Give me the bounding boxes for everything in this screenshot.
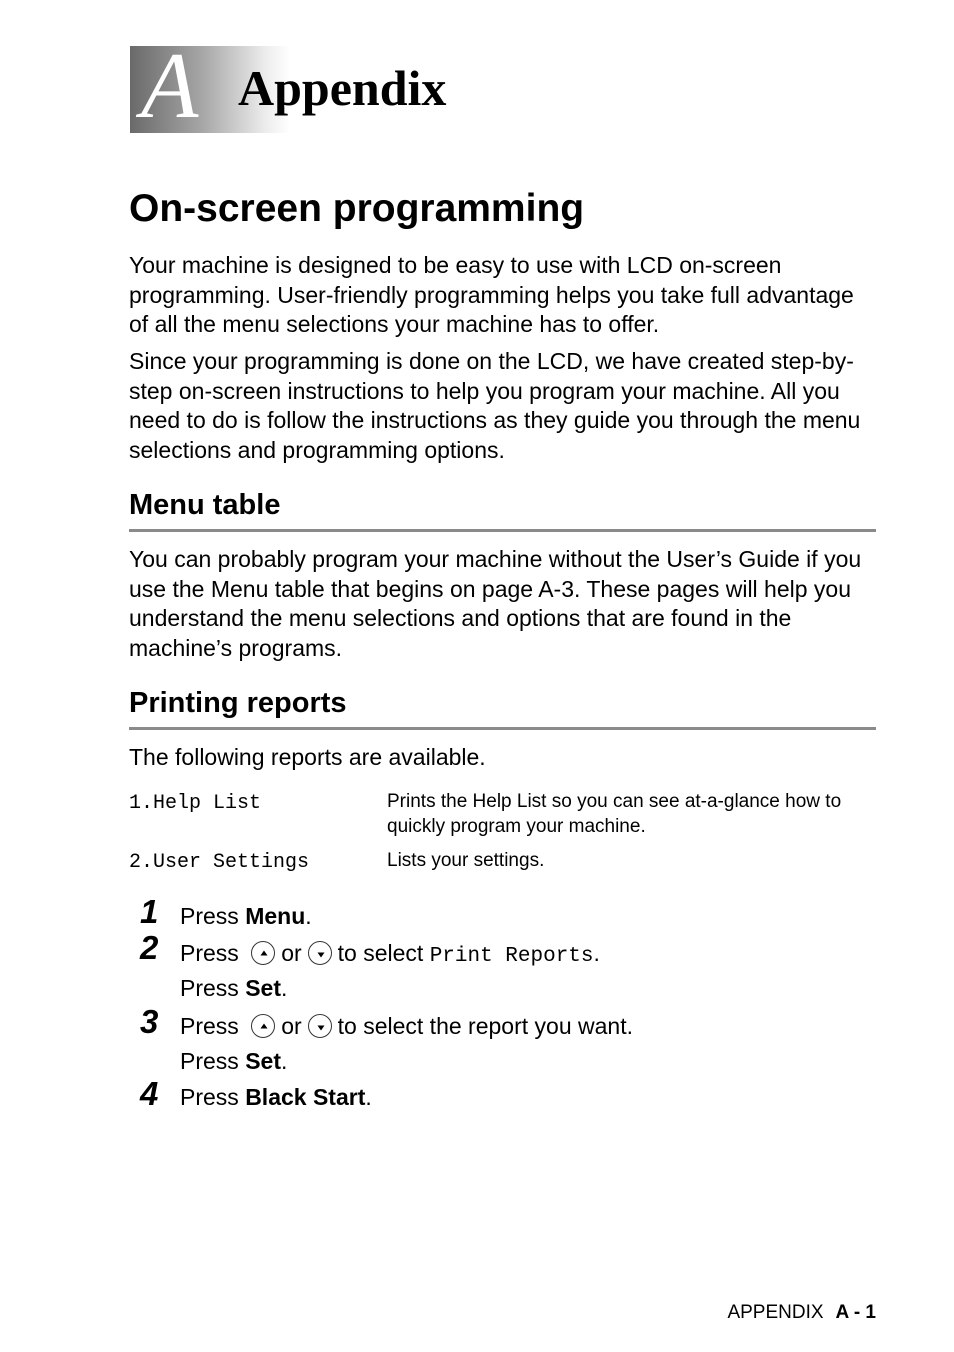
intro-paragraph-1: Your machine is designed to be easy to use with LCD on-screen programming. User-friendly programming helps you take full advantage of all the menu selections your machine has to offer. [129,252,854,337]
up-arrow-button-icon [251,941,275,965]
intro-paragraph-2: Since your programming is done on the LCD, we have created step-by-step on-screen instructions to help you program your machine. All you need to do is follow the instructions as they guide you through the menu selections and programming options. [129,348,861,463]
step-number-4: 4 [140,1075,159,1112]
chapter-letter: A [141,34,199,138]
step-number-3: 3 [140,1003,159,1040]
menu-table-text: You can probably program your machine without the User’s Guide if you use the Menu table that begins on page A-3. These pages will help you understand the menu selections and options that are found in the machine’s programs. [129,546,862,661]
step-4-line: Press Black Start. [180,1084,372,1110]
chapter-title: Appendix [238,60,447,116]
down-arrow-button-icon [308,1014,332,1038]
footer-page-number: A - 1 [835,1302,876,1323]
menu-table-heading: Menu table [129,489,281,521]
black-start-key-label: Black Start [245,1084,366,1110]
menu-table-rule [129,529,876,532]
menu-key-label: Menu [245,903,306,929]
set-key-label: Set [245,975,281,1001]
step-1-line: Press Menu. [180,903,312,929]
step-2-line-2: Press Set. [180,975,288,1001]
step-3-line-1: Press or to select the report you want. [180,1013,633,1039]
report-desc-user-settings: Lists your settings. [387,850,545,871]
printing-reports-rule [129,727,876,730]
step-3-line-2: Press Set. [180,1048,288,1074]
report-key-help-list: 1.Help List [129,792,262,815]
footer-section: APPENDIX [727,1302,824,1323]
step-number-2: 2 [140,929,159,966]
up-arrow-button-icon [251,1014,275,1038]
printing-reports-intro: The following reports are available. [129,744,486,770]
page-footer [727,1300,876,1326]
set-key-label: Set [245,1048,281,1074]
lcd-print-reports: Print Reports [429,945,594,968]
step-number-1: 1 [140,893,159,930]
report-key-user-settings: 2.User Settings [129,851,310,874]
down-arrow-button-icon [308,941,332,965]
step-2-line-1: Press or to select Print Reports. [180,940,600,968]
report-desc-help-list: Prints the Help List so you can see at-a-glance how to quickly program your machine. [387,791,842,837]
section-title: On-screen programming [129,187,585,230]
printing-reports-heading: Printing reports [129,687,347,719]
